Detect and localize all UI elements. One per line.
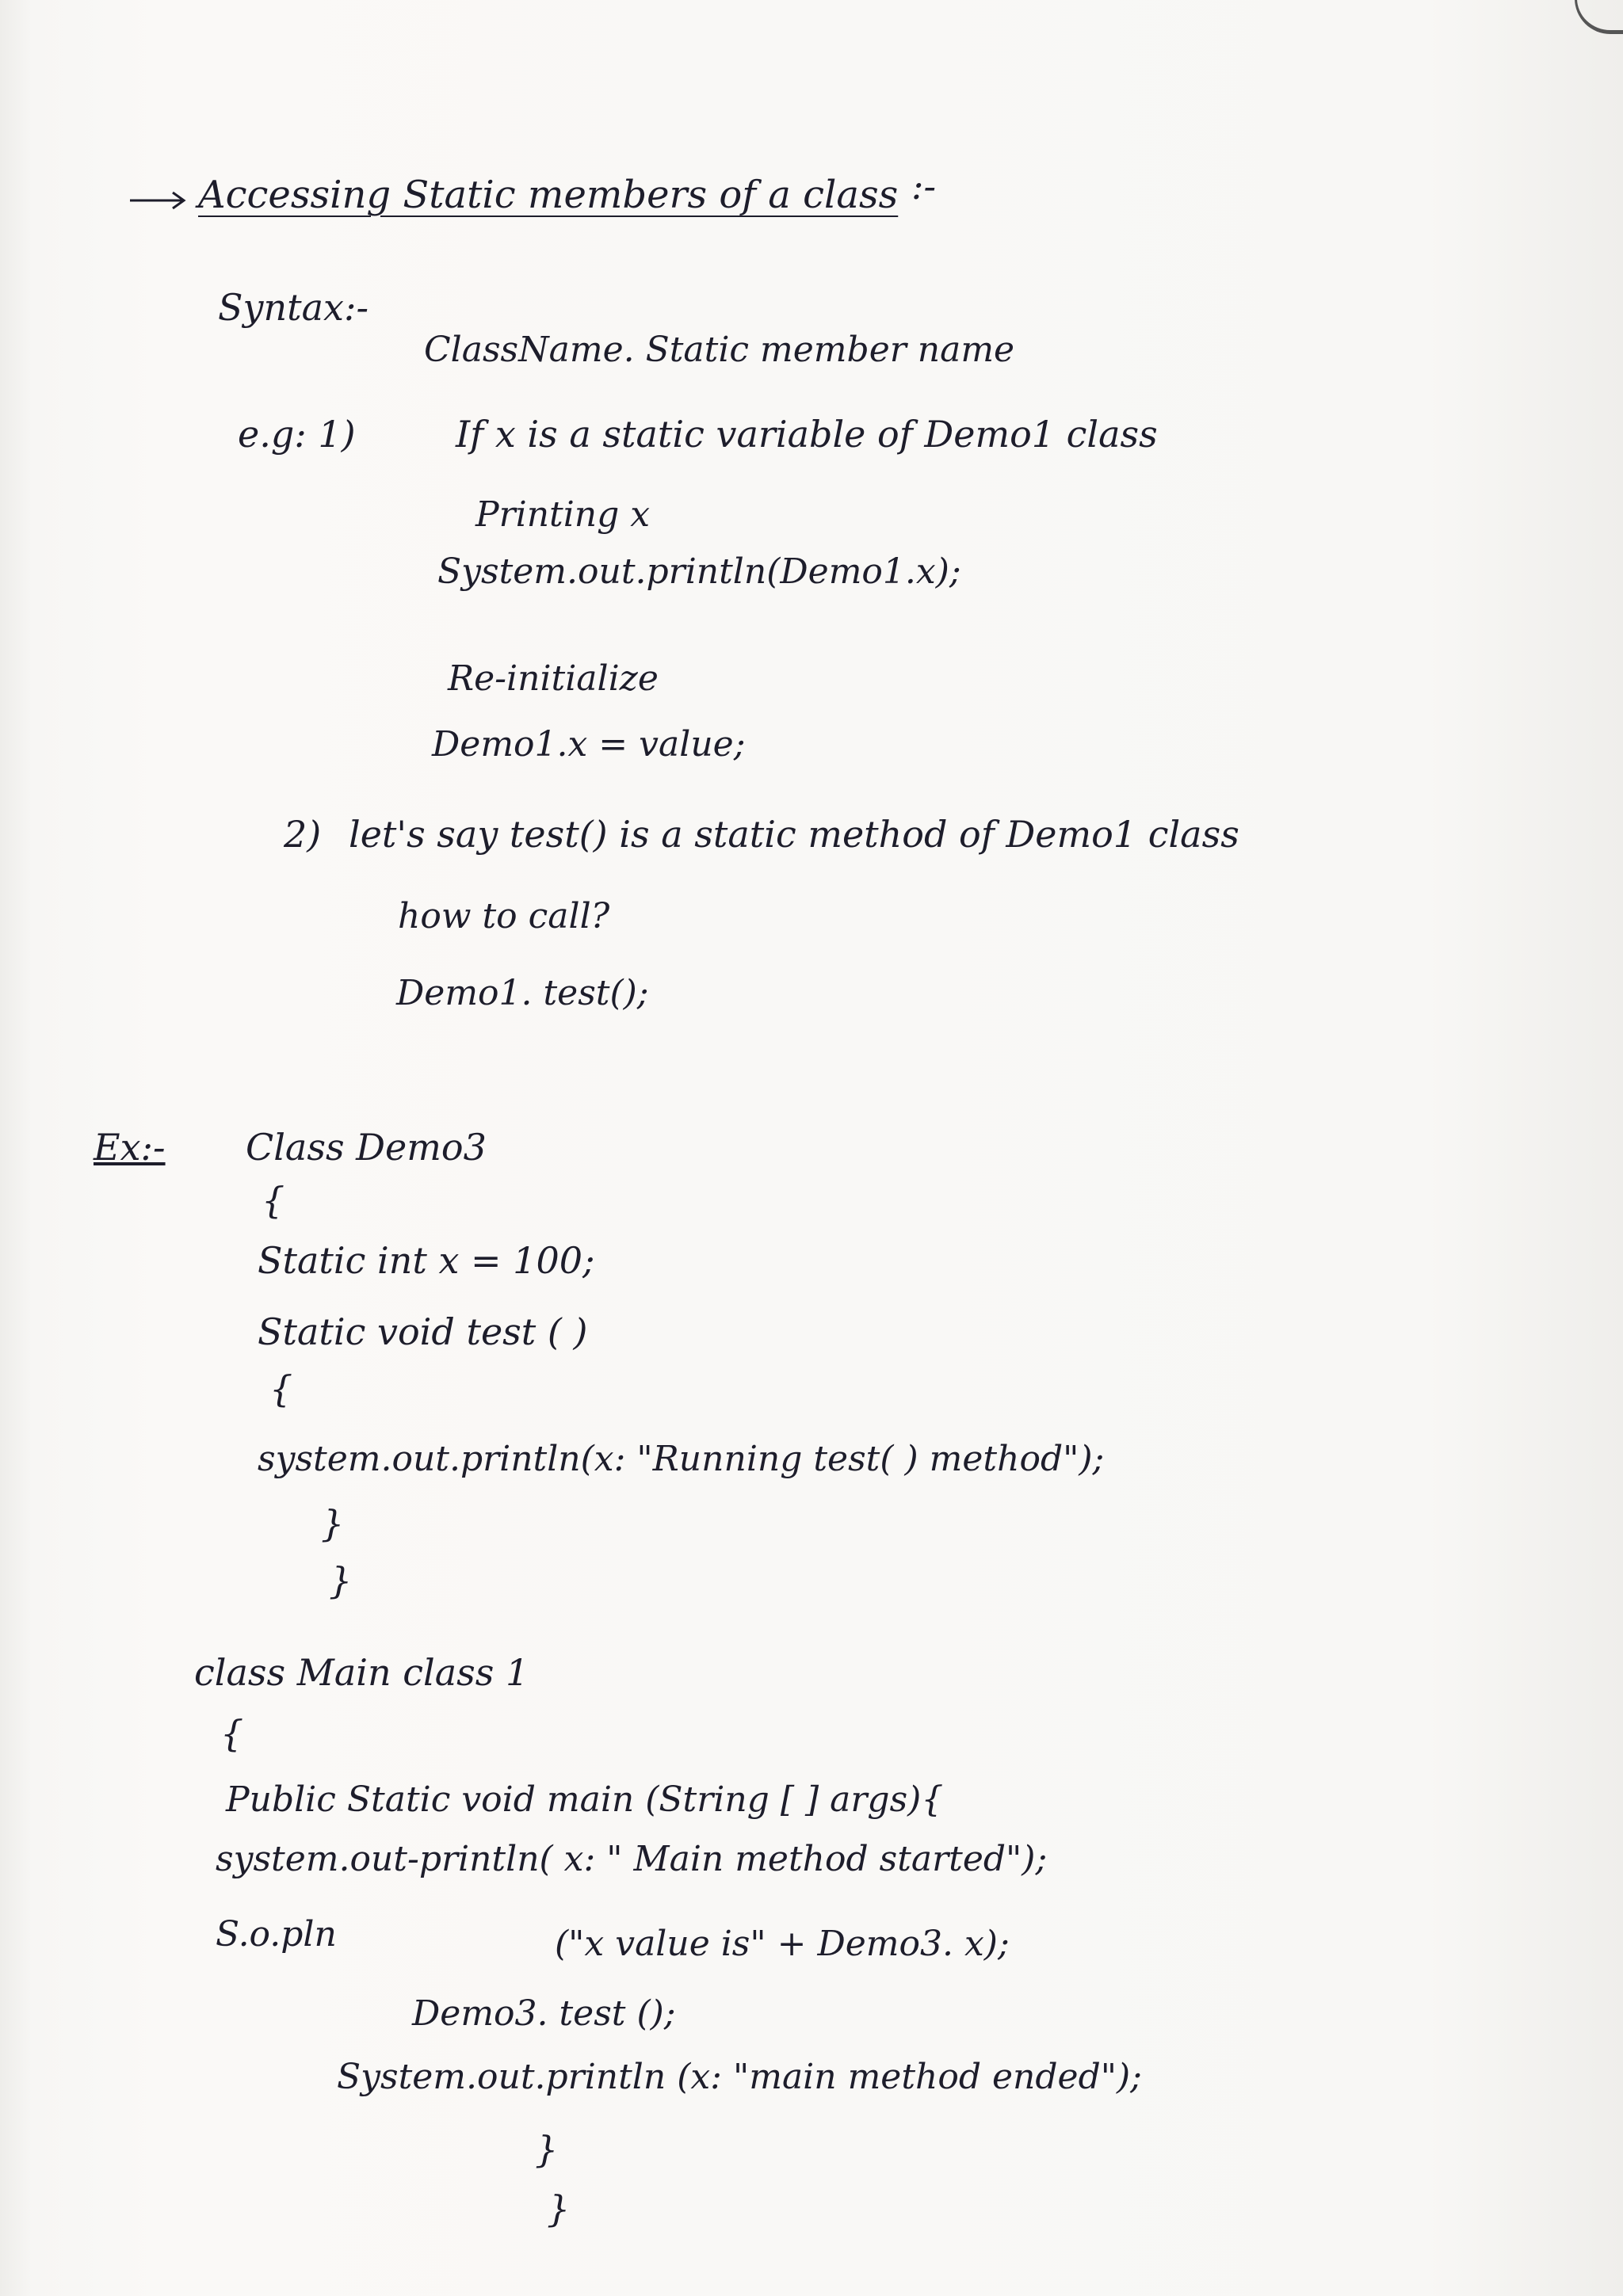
right-arrow-icon [127, 189, 190, 212]
code-line: S.o.pln [216, 1914, 337, 1955]
code-line: } [329, 1559, 353, 1602]
title-suffix: :- [911, 165, 937, 208]
example2-marker: 2) [284, 813, 322, 856]
example1-reinit-code: Demo1.x = value; [432, 724, 746, 765]
code-line: Class Demo3 [246, 1126, 487, 1169]
code-line: { [220, 1712, 244, 1755]
example1-print-label: Printing x [475, 494, 651, 535]
code-example-label: Ex:- [94, 1126, 166, 1169]
syntax-label: Syntax:- [218, 286, 369, 329]
code-line: system.out-println( x: " Main method started"); [216, 1839, 1048, 1879]
code-line: { [269, 1367, 293, 1410]
code-line: Public Static void main (String [ ] args){ [226, 1779, 944, 1820]
example1-statement: If x is a static variable of Demo1 class [456, 413, 1158, 456]
syntax-form: ClassName. Static member name [424, 330, 1015, 370]
example1-marker: e.g: 1) [238, 413, 356, 456]
example2-call-code: Demo1. test(); [396, 973, 649, 1013]
code-line: Static int x = 100; [258, 1239, 595, 1282]
example1-print-code: System.out.println(Demo1.x); [437, 551, 961, 592]
code-line: system.out.println(x: "Running test( ) method"); [258, 1439, 1105, 1479]
example2-question: how to call? [398, 896, 610, 936]
code-line: } [321, 1502, 345, 1545]
example2-statement: let's say test() is a static method of Demo1 class [349, 813, 1239, 856]
code-line: } [535, 2128, 559, 2171]
page-corner-mark [1575, 0, 1623, 34]
code-line: System.out.println (x: "main method ended"); [337, 2057, 1142, 2097]
code-line: Static void test ( ) [258, 1310, 588, 1353]
code-line: } [547, 2187, 571, 2230]
page-title: Accessing Static members of a class [198, 173, 899, 217]
code-line: ("x value is" + Demo3. x); [555, 1924, 1010, 1964]
code-line: { [262, 1179, 285, 1222]
code-line: class Main class 1 [194, 1651, 529, 1694]
code-line: Demo3. test (); [412, 1993, 676, 2034]
example1-reinit-label: Re-initialize [448, 658, 659, 699]
